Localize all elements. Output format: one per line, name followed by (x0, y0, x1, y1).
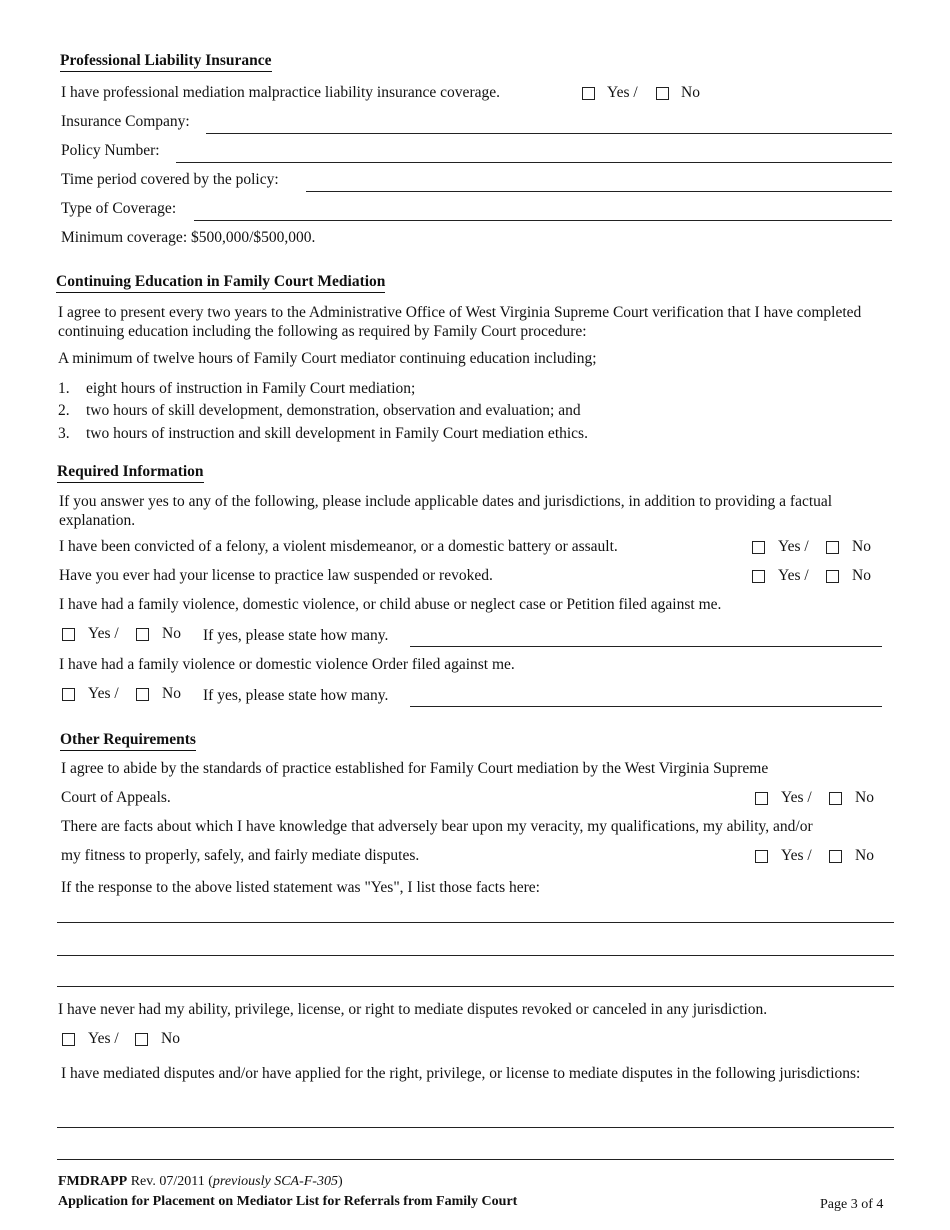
policy-number-field[interactable] (176, 162, 892, 163)
order-how-many-field[interactable] (410, 706, 882, 707)
standards-no-label: No (855, 789, 874, 806)
facts-question-line2: my fitness to properly, safely, and fairly mediate disputes. (61, 847, 420, 864)
facts-line-3[interactable] (57, 986, 894, 987)
case-no-checkbox[interactable] (136, 628, 149, 641)
facts-no-label: No (855, 847, 874, 864)
felony-no-label: No (852, 538, 871, 555)
education-item-2-number: 2. (58, 402, 70, 419)
order-yes-checkbox[interactable] (62, 688, 75, 701)
revoked-yes-checkbox[interactable] (62, 1033, 75, 1046)
minimum-coverage: Minimum coverage: $500,000/$500,000. (61, 229, 316, 246)
felony-yes-checkbox[interactable] (752, 541, 765, 554)
order-yes-label: Yes / (88, 685, 119, 702)
insurance-yes-label: Yes / (607, 84, 638, 101)
revoked-question: I have never had my ability, privilege, license, or right to mediate disputes revoked or canceled in any jurisdiction. (58, 1001, 768, 1018)
revoked-no-checkbox[interactable] (135, 1033, 148, 1046)
insurance-heading: Professional Liability Insurance (60, 52, 272, 72)
policy-number-label: Policy Number: (61, 142, 160, 159)
standards-question-line1: I agree to abide by the standards of practice established for Family Court mediation by the West Virginia Supreme (61, 760, 769, 777)
jurisdictions-line-1[interactable] (57, 1127, 894, 1128)
time-period-field[interactable] (306, 191, 892, 192)
time-period-label: Time period covered by the policy: (61, 171, 279, 188)
facts-yes-label: Yes / (781, 847, 812, 864)
standards-yes-label: Yes / (781, 789, 812, 806)
education-heading: Continuing Education in Family Court Mediation (56, 273, 385, 293)
felony-question: I have been convicted of a felony, a violent misdemeanor, or a domestic battery or assault. (59, 538, 618, 555)
family-violence-case-question: I have had a family violence, domestic violence, or child abuse or neglect case or Petition filed against me. (59, 596, 722, 613)
order-how-many-label: If yes, please state how many. (203, 687, 389, 704)
case-no-label: No (162, 625, 181, 642)
insurance-company-field[interactable] (206, 133, 892, 134)
education-item-3-number: 3. (58, 425, 70, 442)
case-yes-checkbox[interactable] (62, 628, 75, 641)
footer-form-id (58, 1173, 343, 1191)
order-no-checkbox[interactable] (136, 688, 149, 701)
felony-yes-label: Yes / (778, 538, 809, 555)
education-item-1-number: 1. (58, 380, 70, 397)
license-yes-label: Yes / (778, 567, 809, 584)
footer-rev: Rev. 07/2011 ( (127, 1174, 213, 1189)
violence-order-question: I have had a family violence or domestic violence Order filed against me. (59, 656, 515, 673)
jurisdictions-question: I have mediated disputes and/or have applied for the right, privilege, or license to mediate disputes in the following jurisdictions: (61, 1065, 861, 1082)
insurance-company-label: Insurance Company: (61, 113, 190, 130)
footer-code: FMDRAPP (58, 1174, 128, 1189)
felony-no-checkbox[interactable] (826, 541, 839, 554)
insurance-no-checkbox[interactable] (656, 87, 669, 100)
required-heading: Required Information (57, 463, 204, 483)
education-item-1: eight hours of instruction in Family Court mediation; (86, 380, 416, 397)
facts-question-line1: There are facts about which I have knowledge that adversely bear upon my veracity, my qualifications, my ability, and/or (61, 818, 813, 835)
case-yes-label: Yes / (88, 625, 119, 642)
case-how-many-field[interactable] (410, 646, 882, 647)
footer-title: Application for Placement on Mediator List for Referrals from Family Court (58, 1194, 518, 1209)
insurance-yes-checkbox[interactable] (582, 87, 595, 100)
standards-no-checkbox[interactable] (829, 792, 842, 805)
standards-yes-checkbox[interactable] (755, 792, 768, 805)
facts-list-label: If the response to the above listed statement was "Yes", I list those facts here: (61, 879, 540, 896)
footer-previously: previously SCA-F-305 (212, 1174, 338, 1189)
order-no-label: No (162, 685, 181, 702)
other-heading: Other Requirements (60, 731, 196, 751)
standards-question-line2: Court of Appeals. (61, 789, 171, 806)
jurisdictions-line-2[interactable] (57, 1159, 894, 1160)
education-item-2: two hours of skill development, demonstration, observation and evaluation; and (86, 402, 581, 419)
facts-line-1[interactable] (57, 922, 894, 923)
revoked-yes-label: Yes / (88, 1030, 119, 1047)
footer-close: ) (337, 1174, 343, 1189)
coverage-type-label: Type of Coverage: (61, 200, 177, 217)
page-number: Page 3 of 4 (820, 1197, 884, 1212)
coverage-type-field[interactable] (194, 220, 892, 221)
education-item-3: two hours of instruction and skill development in Family Court mediation ethics. (86, 425, 588, 442)
revoked-no-label: No (161, 1030, 180, 1047)
facts-yes-checkbox[interactable] (755, 850, 768, 863)
license-no-checkbox[interactable] (826, 570, 839, 583)
education-minimum: A minimum of twelve hours of Family Court mediator continuing education including; (58, 350, 597, 367)
required-intro: If you answer yes to any of the following, please include applicable dates and jurisdictions, in addition to providing a factual explanation. (59, 493, 833, 529)
license-question: Have you ever had your license to practice law suspended or revoked. (59, 567, 493, 584)
facts-line-2[interactable] (57, 955, 894, 956)
case-how-many-label: If yes, please state how many. (203, 627, 389, 644)
education-paragraph: I agree to present every two years to the Administrative Office of West Virginia Supreme Court verification that I have completed continuing education including the following as required by Family Court procedure: (58, 304, 862, 340)
facts-no-checkbox[interactable] (829, 850, 842, 863)
license-no-label: No (852, 567, 871, 584)
insurance-statement: I have professional mediation malpractice liability insurance coverage. (61, 84, 500, 101)
license-yes-checkbox[interactable] (752, 570, 765, 583)
insurance-no-label: No (681, 84, 700, 101)
